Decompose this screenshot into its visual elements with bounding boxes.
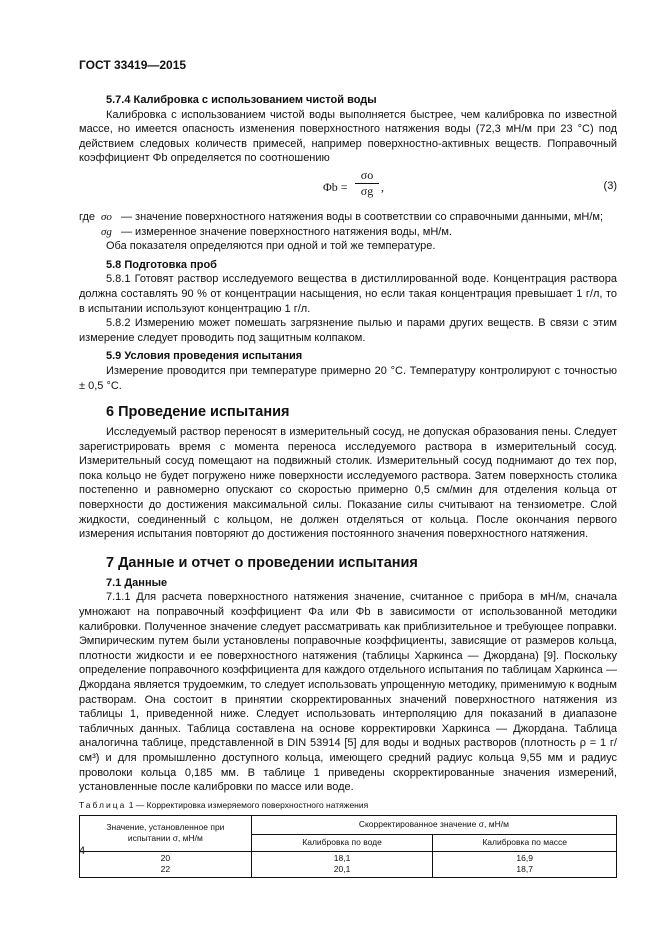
section-5-9-paragraph: Измерение проводится при температуре примерно 20 °С. Температуру контролируют с точностью ± 0,5 °С. xyxy=(79,364,617,392)
section-5-7-4-paragraph: Калибровка с использованием чистой воды выполняется быстрее, чем калибровка по известной массе, но имеется опасность изменения поверхностного натяжения воды (72,3 мН/м при 23 °С) под действием следовых количеств примесей, например поверхностно-активных веществ. Поправочный коэффициент Φb определяется по соотношению xyxy=(79,108,617,165)
definition-text: — значение поверхностного натяжения воды в соответствии со справочными данными, мН/м; xyxy=(121,210,604,223)
section-5-7-4-note: Оба показателя определяются при одной и той же температуре. xyxy=(106,240,436,253)
section-5-7-4-heading: 5.7.4 Калибровка с использованием чистой воды xyxy=(106,94,377,106)
table-caption xyxy=(79,799,617,811)
formula-fraction xyxy=(355,168,379,199)
section-7-heading: 7 Данные и отчет о проведении испытания xyxy=(106,554,418,571)
table-caption-word: Таблица xyxy=(79,799,127,810)
document-code: ГОСТ 33419—2015 xyxy=(79,58,187,72)
page-number: 4 xyxy=(79,845,86,857)
table-header-water: Калибровка по воде xyxy=(251,834,433,851)
formula-3 xyxy=(79,168,617,206)
table-header-corrected: Скорректированное значение σ, мН/м xyxy=(251,815,616,834)
symbol-sigma-g: σg xyxy=(101,225,112,238)
formula-lhs: Φb = xyxy=(323,179,348,194)
table-header-mass: Калибровка по массе xyxy=(433,834,617,851)
section-7-1-heading: 7.1 Данные xyxy=(106,576,168,589)
table-body-row xyxy=(80,851,617,877)
page-content xyxy=(79,93,617,878)
formula-denominator: σg xyxy=(360,183,374,198)
section-5-8-2-paragraph: 5.8.2 Измерению может помешать загрязнение пылью и парами других веществ. В связи с этим измерение следует проводить под защитным колпаком. xyxy=(79,317,617,344)
table-cell-mass: 16,9 18,7 xyxy=(433,851,617,877)
formula-number: (3) xyxy=(603,179,617,192)
table-header-measured: Значение, установленное при испытании σ, мН/м xyxy=(80,815,252,851)
section-6-paragraph: Исследуемый раствор переносят в измерительный сосуд, не допуская образования пены. Следует зарегистрировать время с момента переноса исследуемого раствора в измерительный сосуд. Измерительный сосуд помещают на подвижный столик. Измерительный сосуд поднимают до тех пор, пока кольцо не будет погружено ниже поверхности исследуемого раствора. Затем поверхность столика постепенно и равномерно опускают со скоростью примерно 0,5 см/мин для отделения кольца от поверхности до достижения максимальной силы. Показание силы считывают на тензиометре. Слой жидкости, соединенный с кольцом, не должен отделяться от кольца. После окончания первого измерения испытания повторяют до достижения постоянного значения поверхностного натяжения. xyxy=(79,426,617,541)
correction-table xyxy=(79,815,617,878)
section-6-heading: 6 Проведение испытания xyxy=(106,404,290,421)
formula-numerator: σo xyxy=(355,168,379,184)
section-5-8-heading: 5.8 Подготовка проб xyxy=(106,258,217,271)
section-7-1-1-paragraph: 7.1.1 Для расчета поверхностного натяжения значение, считанное с прибора в мН/м, сначала умножают на поправочный коэффициент Φa или Φb в зависимости от использованной методики калибровки. Полученное значение следует рассматривать как приблизительное и требующее поправки. Эмпирическим путем были установлены поправочные коэффициенты, зависящие от размеров кольца, плотности жидкости и ее поверхностного натяжения (таблицы Харкинса — Джордана) [9]. Поскольку определение поправочного коэффициента для каждого отдельного испытания по таблицам Харкинса — Джордана является трудоемким, то следует использовать упрощенную методику, применимую к водным растворам. Она состоит в принятии скорректированных значений поверхностного натяжения из таблицы 1, приведенной ниже. Следует использовать интерполяцию для показаний в диапазоне табличных данных. Таблица составлена на основе корректировки Харкинса — Джордана. Таблица аналогична таблице, представленной в DIN 53914 [5] для воды и водных растворов (плотность ρ = 1 г/см³) и для промышленно доступного кольца, имеющего средний радиус кольца 9,55 мм и радиус проволоки кольца 0,185 мм. В таблице 1 приведены скорректированные значения измерений, установленные после калибровки по массе или воде. xyxy=(79,591,617,794)
definition-text: — измеренное значение поверхностного натяжения воды, мН/м. xyxy=(121,225,452,238)
definition-sigma-g xyxy=(79,225,617,240)
section-5-9-heading: 5.9 Условия проведения испытания xyxy=(106,350,303,363)
formula-comma: , xyxy=(381,179,384,194)
table-cell-water: 18,1 20,1 xyxy=(251,851,433,877)
definition-sigma-o xyxy=(79,210,617,225)
where-label: где xyxy=(79,210,96,223)
table-caption-text: 1 — Корректировка измеряемого поверхностного натяжения xyxy=(128,799,369,810)
section-5-8-1-paragraph: 5.8.1 Готовят раствор исследуемого вещества в дистиллированной воде. Концентрация раствора должна составлять 90 % от концентрации насыщения, но если такая концентрация превышает 1 г/л, то в испытании используют концентрацию 1 г/л. xyxy=(79,273,617,315)
table-cell-measured: 20 22 xyxy=(80,851,252,877)
symbol-sigma-o: σo xyxy=(101,210,112,223)
